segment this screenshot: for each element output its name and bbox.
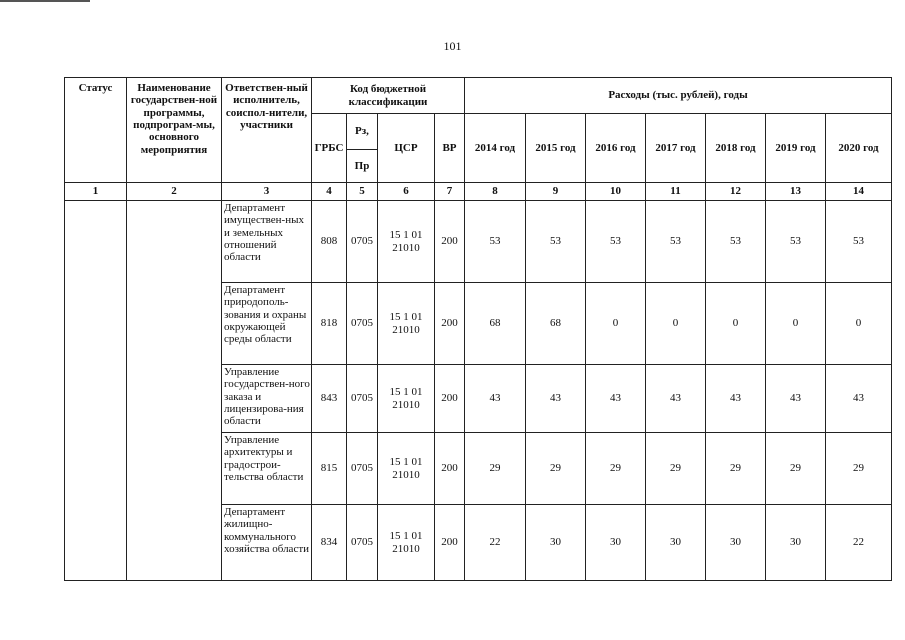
executor-cell: Департамент имуществен-ных и земельных отношений области [222,201,312,283]
header-rz: Рз, [347,114,378,150]
value-cell: 30 [646,505,706,581]
column-number: 4 [312,183,347,201]
grbs-cell: 843 [312,365,347,433]
value-cell: 30 [766,505,826,581]
status-cell [65,201,127,581]
value-cell: 29 [766,433,826,505]
csr-cell: 15 1 01 21010 [378,201,435,283]
header-csr: ЦСР [378,114,435,183]
column-number: 12 [706,183,766,201]
executor-cell: Управление государствен-ного заказа и лицензирова-ния области [222,365,312,433]
column-number: 8 [465,183,526,201]
scan-edge-mark [0,0,90,2]
rzpr-cell: 0705 [347,505,378,581]
header-budget-code: Код бюджетной классификации [312,78,465,114]
value-cell: 22 [465,505,526,581]
rzpr-cell: 0705 [347,365,378,433]
value-cell: 0 [646,283,706,365]
value-cell: 30 [586,505,646,581]
header-year-2015: 2015 год [526,114,586,183]
header-year-2019: 2019 год [766,114,826,183]
rzpr-cell: 0705 [347,201,378,283]
column-number: 9 [526,183,586,201]
value-cell: 43 [826,365,892,433]
executor-cell: Департамент природополь-зования и охраны окружающей среды области [222,283,312,365]
header-grbs: ГРБС [312,114,347,183]
header-executor: Ответствен-ный исполнитель, соиспол-нители, участники [222,78,312,183]
column-number: 5 [347,183,378,201]
header-vr: ВР [435,114,465,183]
value-cell: 30 [526,505,586,581]
program-name-cell [127,201,222,581]
csr-cell: 15 1 01 21010 [378,505,435,581]
column-number: 13 [766,183,826,201]
value-cell: 29 [465,433,526,505]
value-cell: 53 [526,201,586,283]
value-cell: 68 [465,283,526,365]
value-cell: 43 [586,365,646,433]
value-cell: 43 [465,365,526,433]
rzpr-cell: 0705 [347,433,378,505]
column-number: 10 [586,183,646,201]
value-cell: 53 [826,201,892,283]
column-number: 3 [222,183,312,201]
header-year-2016: 2016 год [586,114,646,183]
table-row [65,201,892,283]
grbs-cell: 834 [312,505,347,581]
value-cell: 68 [526,283,586,365]
header-year-2017: 2017 год [646,114,706,183]
header-status: Статус [65,78,127,183]
value-cell: 29 [526,433,586,505]
value-cell: 53 [465,201,526,283]
csr-cell: 15 1 01 21010 [378,433,435,505]
header-year-2018: 2018 год [706,114,766,183]
vr-cell: 200 [435,201,465,283]
value-cell: 43 [766,365,826,433]
column-number: 7 [435,183,465,201]
value-cell: 43 [526,365,586,433]
header-expenses: Расходы (тыс. рублей), годы [465,78,892,114]
value-cell: 43 [646,365,706,433]
value-cell: 29 [586,433,646,505]
vr-cell: 200 [435,283,465,365]
value-cell: 0 [586,283,646,365]
value-cell: 29 [706,433,766,505]
executor-cell: Департамент жилищно-коммунального хозяйства области [222,505,312,581]
budget-table [64,77,892,581]
csr-cell: 15 1 01 21010 [378,365,435,433]
header-year-2014: 2014 год [465,114,526,183]
value-cell: 53 [706,201,766,283]
value-cell: 43 [706,365,766,433]
rzpr-cell: 0705 [347,283,378,365]
executor-cell: Управление архитектуры и градострои-тельства области [222,433,312,505]
value-cell: 30 [706,505,766,581]
grbs-cell: 808 [312,201,347,283]
vr-cell: 200 [435,505,465,581]
value-cell: 29 [646,433,706,505]
header-year-2020: 2020 год [826,114,892,183]
grbs-cell: 815 [312,433,347,505]
value-cell: 0 [706,283,766,365]
column-number: 1 [65,183,127,201]
column-number: 11 [646,183,706,201]
vr-cell: 200 [435,365,465,433]
column-number: 2 [127,183,222,201]
column-number: 14 [826,183,892,201]
value-cell: 53 [646,201,706,283]
value-cell: 0 [766,283,826,365]
grbs-cell: 818 [312,283,347,365]
value-cell: 53 [766,201,826,283]
value-cell: 53 [586,201,646,283]
value-cell: 0 [826,283,892,365]
header-pr: Пр [347,150,378,183]
value-cell: 22 [826,505,892,581]
vr-cell: 200 [435,433,465,505]
csr-cell: 15 1 01 21010 [378,283,435,365]
page-number: 101 [443,39,462,53]
column-number: 6 [378,183,435,201]
header-program-name: Наименование государствен-ной программы, подпрограм-мы, основного мероприятия [127,78,222,183]
value-cell: 29 [826,433,892,505]
